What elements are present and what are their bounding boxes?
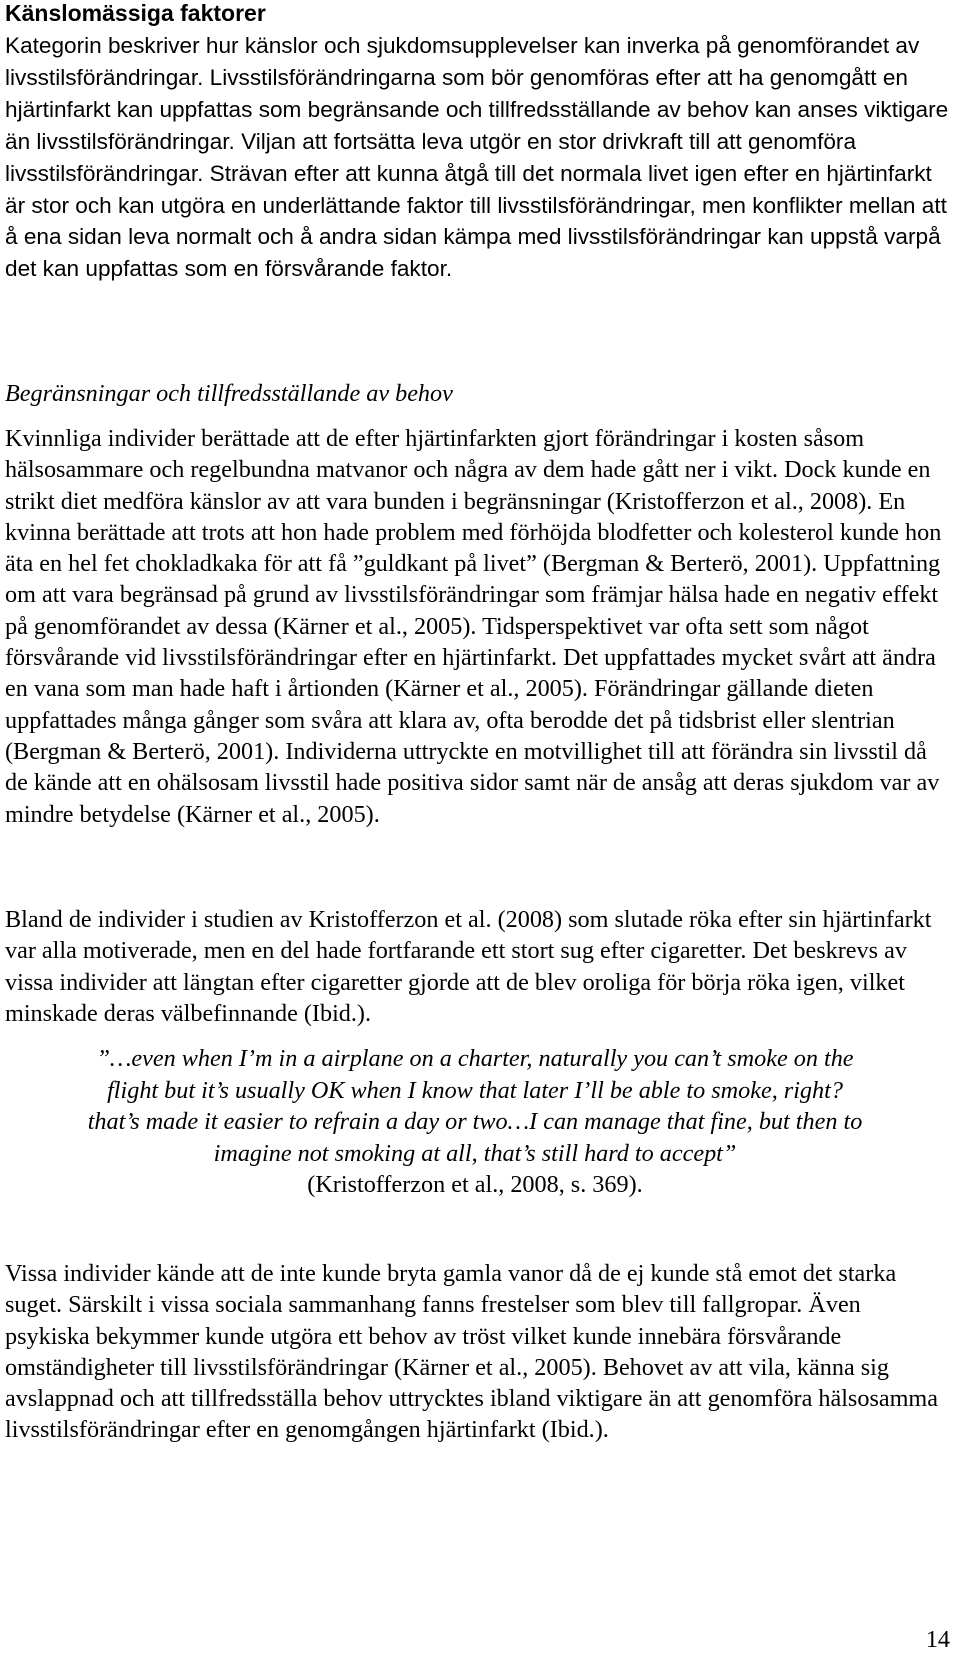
quote-citation: (Kristofferzon et al., 2008, s. 369). — [307, 1171, 643, 1198]
block-quote — [5, 1043, 945, 1201]
quote-line-2: flight but it’s usually OK when I know that later I’ll be able to smoke, right? — [107, 1076, 843, 1104]
body-paragraph-3: Vissa individer kände att de inte kunde bryta gamla vanor då de ej kunde stå emot det starka suget. Särskilt i vissa sociala sammanhang fanns frestelser som blev till fallgropar. Även psykiska bekymmer kunde utgöra ett behov av tröst vilket kunde innebära försvårande omständigheter till livsstilsförändringar (Kärner et al., 2005). Behovet av att vila, känna sig avslappnad och att tillfredsställa behov uttrycktes ibland viktigare än att genomföra hälsosamma livsstilsförändringar efter en genomgången hjärtinfarkt (Ibid.). — [5, 1260, 938, 1444]
quote-line-3: that’s made it easier to refrain a day or two…I can manage that fine, but then to — [87, 1108, 863, 1135]
body-paragraph-1: Kvinnliga individer berättade att de efter hjärtinfarkten gjort förändringar i kosten såsom hälsosammare och regelbundna matvanor och några av dem hade gått ner i vikt. Dock kunde en strikt diet medföra känslor av att vara bunden i begränsningar (Kristofferzon et al., 2008). En kvinna berättade att trots att hon hade problem med förhöjda blodfetter och kolesterol kunde hon äta en hel fet chokladkaka för att få ”guldkant på livet” (Bergman & Berterö, 2001). Uppfattning om att vara begränsad på grund av livsstilsförändringar som främjar hälsa hade en negativ effekt på genomförandet av dessa (Kärner et al., 2005). Tidsperspektivet var ofta sett som något försvårande vid livsstilsförändringar efter en hjärtinfarkt. Det uppfattades mycket svårt att ändra en vana som man hade haft i årtionden (Kärner et al., 2005). Förändringar gällande dieten uppfattades många gånger som svåra att klara av, ofta berodde det på tidsbrist eller slentrian (Bergman & Berterö, 2001). Individerna uttryckte en motvillighet till att förändra sin livsstil då de kände att en ohälsosam livsstil hade positiva sidor samt när de ansåg att deras sjukdom var av mindre betydelse (Kärner et al., 2005). — [5, 425, 942, 828]
page-number: 14 — [925, 1626, 950, 1653]
quote-line-4: imagine not smoking at all, that’s still hard to accept” — [213, 1139, 737, 1167]
section-heading: Känslomässiga faktorer — [5, 0, 266, 26]
quote-line-1: ”…even when I’m in a airplane on a charter, naturally you can’t smoke on the — [96, 1045, 854, 1072]
intro-paragraph: Kategorin beskriver hur känslor och sjukdomsupplevelser kan inverka på genomförandet av livsstilsförändringar. Livsstilsförändringarna som bör genomföras efter att ha genomgått en hjärtinfarkt kan uppfattas som begränsande och tillfredsställande av behov kan anses viktigare än livsstilsförändringar. Viljan att fortsätta leva utgör en stor drivkraft till att genomföra livsstilsförändringar. Strävan efter att kunna åtgå till det normala livet igen efter en hjärtinfarkt är stor och kan utgöra en underlättande faktor till livsstilsförändringar, men konflikter mellan att å ena sidan leva normalt och å andra sidan kämpa med livsstilsförändringar kan uppstå varpå det kan uppfattas som en försvårande faktor. — [5, 33, 949, 282]
body-paragraph-2: Bland de individer i studien av Kristofferzon et al. (2008) som slutade röka efter sin hjärtinfarkt var alla motiverade, men en del hade fortfarande ett stort sug efter cigaretter. Det beskrevs av vissa individer att längtan efter cigaretter gjorde att de blev oroliga för börja röka igen, vilket minskade deras välbefinnande (Ibid.). — [5, 906, 932, 1027]
subheading: Begränsningar och tillfredsställande av behov — [5, 380, 453, 407]
